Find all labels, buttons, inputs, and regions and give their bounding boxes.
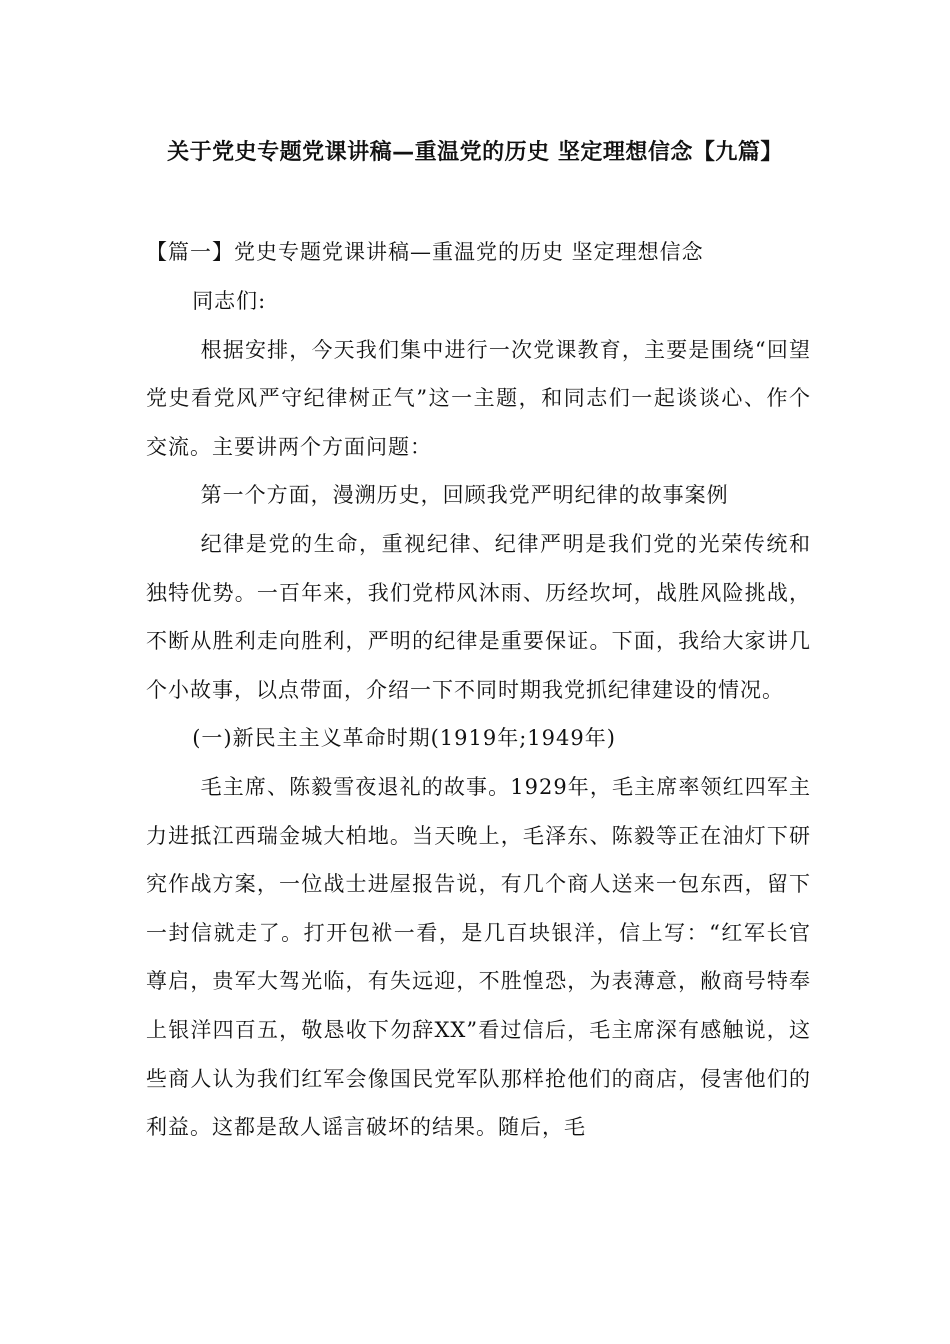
paragraph-part-one-heading: 第一个方面，漫溯历史，回顾我党严明纪律的故事案例 — [200, 483, 729, 508]
paragraph-period-heading: (一)新民主主义革命时期(1919年;1949年) — [192, 726, 616, 751]
section-heading: 【篇一】党史专题党课讲稿—重温党的历史 坚定理想信念 — [146, 240, 704, 264]
salutation: 同志们: — [192, 289, 267, 313]
paragraph-discipline: 纪律是党的生命，重视纪律、纪律严明是我们党的光荣传统和独特优势。一百年来，我们党栉风沐雨、历经坎坷，战胜风险挑战，不断从胜利走向胜利，严明的纪律是重要保证。下面，我给大家讲几个小故事，以点带面，介绍一下不同时期我党抓纪律建设的情况。 — [146, 531, 811, 702]
document-body — [146, 277, 811, 1152]
document-title: 关于党史专题党课讲稿—重温党的历史 坚定理想信念【九篇】 — [167, 140, 783, 165]
paragraph-story: 毛主席、陈毅雪夜退礼的故事。1929年，毛主席率领红四军主力进抵江西瑞金城大柏地。当天晚上，毛泽东、陈毅等正在油灯下研究作战方案，一位战士进屋报告说，有几个商人送来一包东西，留下一封信就走了。打开包袱一看，是几百块银洋，信上写：“红军长官尊启，贵军大驾光临，有失远迎，不胜惶恐，为表薄意，敝商号特奉上银洋四百五，敬恳收下勿辞XX”看过信后，毛主席深有感触说，这些商人认为我们红军会像国民党军队那样抢他们的商店，侵害他们的利益。这都是敌人谣言破坏的结果。随后，毛 — [146, 774, 811, 1140]
paragraph-intro: 根据安排，今天我们集中进行一次党课教育，主要是围绕“回望党史看党风严守纪律树正气”这一主题，和同志们一起谈谈心、作个交流。主要讲两个方面问题： — [146, 337, 811, 459]
